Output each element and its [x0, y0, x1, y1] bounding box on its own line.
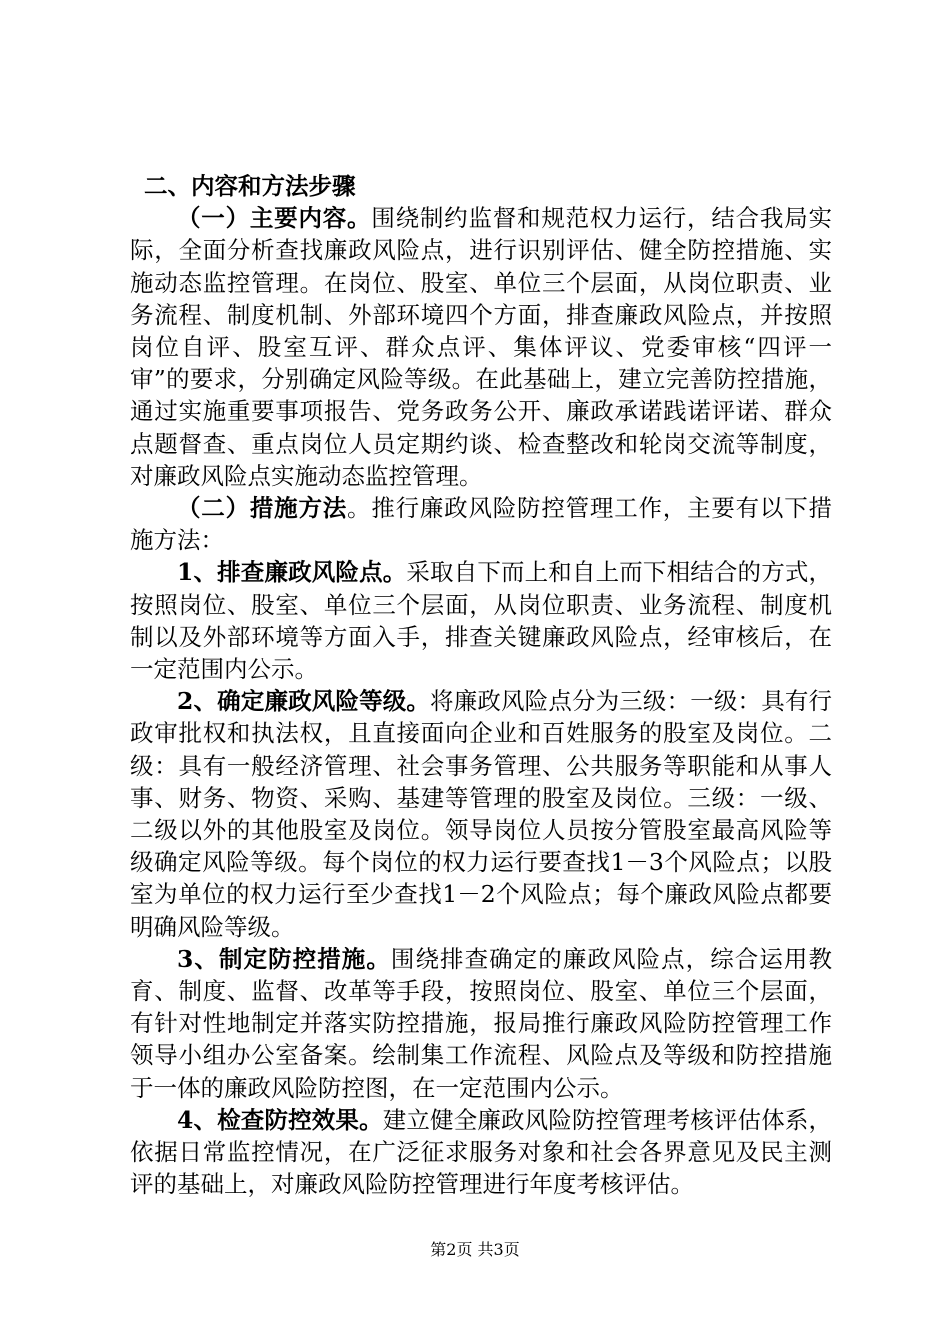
- paragraph-lead: 2、确定廉政风险等级。: [177, 687, 431, 716]
- paragraph-lead: 4、检查防控效果。: [177, 1105, 383, 1134]
- paragraph-step-4: [130, 1104, 832, 1201]
- section-title: 二、内容和方法步骤: [144, 172, 356, 200]
- paragraph-body: 。推行廉政风险防控管理工作，主要有以下措施方法：: [130, 494, 833, 555]
- paragraph-body: 围绕制约监督和规范权力运行，结合我局实际，全面分析查找廉政风险点，进行识别评估、健全防控措施、实施动态监控管理。在岗位、股室、单位三个层面，从岗位职责、业务流程、制度机制、外部环境四个方面，排查廉政风险点，并按照岗位自评、股室互评、群众点评、集体评议、党委审核“四评一审”的要求，分别确定风险等级。在此基础上，建立完善防控措施，通过实施重要事项报告、党务政务公开、廉政承诺践诺评诺、群众点题督查、重点岗位人员定期约谈、检查整改和轮岗交流等制度，对廉政风险点实施动态监控管理。: [130, 204, 833, 490]
- paragraph-main-content: [130, 202, 832, 492]
- paragraph-measures: [130, 492, 832, 556]
- paragraph-body: 将廉政风险点分为三级：一级：具有行政审批权和执法权，且直接面向企业和百姓服务的股室及岗位。二级：具有一般经济管理、社会事务管理、公共服务等职能和从事人事、财务、物资、采购、基建等管理的股室及岗位。三级：一级、二级以外的其他股室及岗位。领导岗位人员按分管股室最高风险等级确定风险等级。每个岗位的权力运行要查找1－3个风险点；以股室为单位的权力运行至少查找1－2个风险点；每个廉政风险点都要明确风险等级。: [130, 687, 833, 941]
- paragraph-body: 围绕排查确定的廉政风险点，综合运用教育、制度、监督、改革等手段，按照岗位、股室、单位三个层面，有针对性地制定并落实防控措施，报局推行廉政风险防控管理工作领导小组办公室备案。绘制集工作流程、风险点及等级和防控措施于一体的廉政风险防控图，在一定范围内公示。: [130, 944, 832, 1102]
- document-body: [130, 170, 832, 1201]
- paragraph-lead: （一）主要内容。: [177, 204, 372, 233]
- paragraph-lead: （二）措施方法: [177, 494, 348, 523]
- paragraph-step-1: [130, 556, 832, 685]
- page-footer: 第2页 共3页: [430, 1240, 520, 1259]
- paragraph-body: 采取自下而上和自上而下相结合的方式，按照岗位、股室、单位三个层面，从岗位职责、业务流程、制度机制以及外部环境等方面入手，排查关键廉政风险点，经审核后，在一定范围内公示。: [130, 558, 832, 684]
- paragraph-lead: 3、制定防控措施。: [177, 944, 391, 973]
- paragraph-step-2: [130, 685, 832, 943]
- paragraph-body: 建立健全廉政风险防控管理考核评估体系，依据日常监控情况，在广泛征求服务对象和社会各界意见及民主测评的基础上，对廉政风险防控管理进行年度考核评估。: [130, 1105, 832, 1199]
- paragraph-step-3: [130, 943, 832, 1104]
- paragraph-lead: 1、排查廉政风险点。: [177, 558, 407, 587]
